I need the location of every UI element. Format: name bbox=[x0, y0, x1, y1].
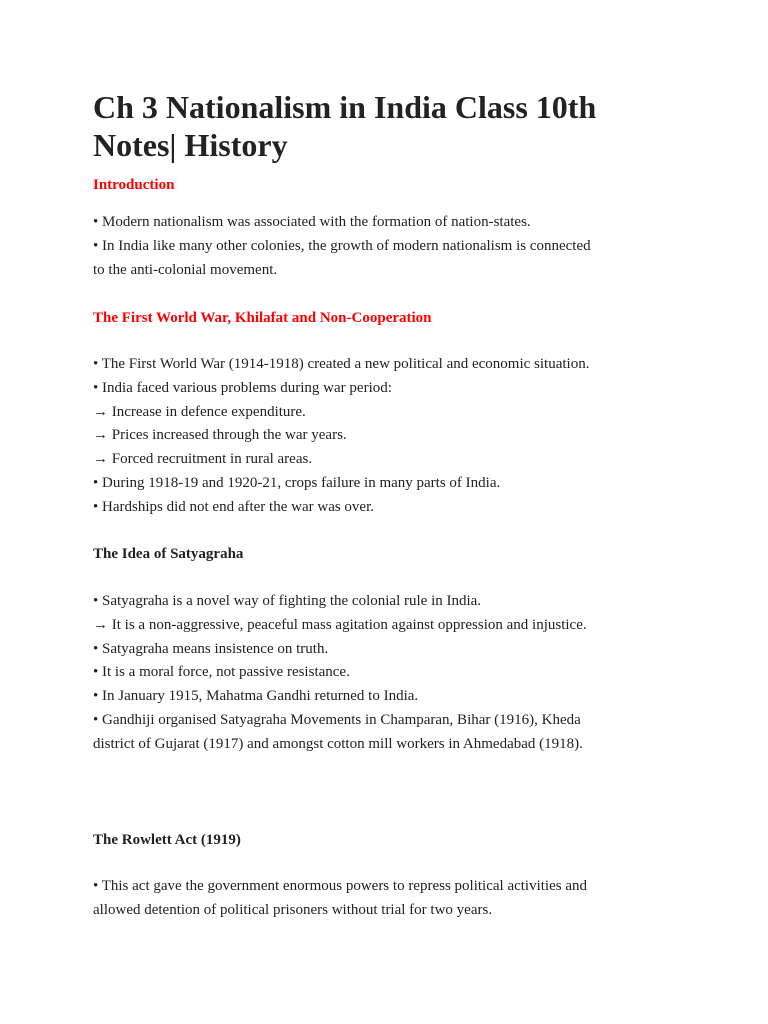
body-line: district of Gujarat (1917) and amongst cotton mill workers in Ahmedabad (1918). bbox=[93, 735, 583, 752]
page-title-line-2: Notes| History bbox=[93, 127, 288, 163]
body-line: • Satyagraha means insistence on truth. bbox=[93, 640, 329, 657]
body-line: • Gandhiji organised Satyagraha Movements in Champaran, Bihar (1916), Kheda bbox=[93, 711, 581, 728]
section-satyagraha-body bbox=[93, 590, 693, 757]
body-line: → Forced recruitment in rural areas. bbox=[93, 451, 313, 468]
section-rowlett-act bbox=[93, 830, 693, 850]
body-line: • India faced various problems during war period: bbox=[93, 379, 392, 396]
section-heading: The Idea of Satyagraha bbox=[93, 546, 244, 562]
section-heading: The Rowlett Act (1919) bbox=[93, 832, 241, 848]
section-satyagraha bbox=[93, 544, 693, 564]
section-first-world-war-body bbox=[93, 353, 693, 520]
body-line: • In January 1915, Mahatma Gandhi returned to India. bbox=[93, 688, 419, 705]
body-line: • Satyagraha is a novel way of fighting the colonial rule in India. bbox=[93, 593, 482, 609]
body-line: → Increase in defence expenditure. bbox=[93, 403, 306, 420]
body-line: → Prices increased through the war years. bbox=[93, 427, 347, 444]
section-introduction-body bbox=[93, 211, 693, 282]
body-line: to the anti-colonial movement. bbox=[93, 261, 278, 278]
body-line: • In India like many other colonies, the growth of modern nationalism is connected bbox=[93, 237, 591, 254]
section-heading: Introduction bbox=[93, 177, 175, 193]
body-line: • Modern nationalism was associated with the formation of nation-states. bbox=[93, 214, 531, 230]
body-line: • This act gave the government enormous powers to repress political activities and bbox=[93, 878, 588, 894]
section-first-world-war bbox=[93, 308, 693, 328]
body-line: • The First World War (1914-1918) created a new political and economic situation. bbox=[93, 356, 590, 372]
body-line: → It is a non-aggressive, peaceful mass agitation against oppression and injustice. bbox=[93, 616, 587, 633]
body-line: • It is a moral force, not passive resistance. bbox=[93, 664, 350, 681]
body-line: • During 1918-19 and 1920-21, crops failure in many parts of India. bbox=[93, 474, 501, 491]
page-title bbox=[93, 88, 693, 164]
section-rowlett-act-body bbox=[93, 875, 693, 923]
section-heading: The First World War, Khilafat and Non-Cooperation bbox=[93, 310, 432, 326]
body-line: • Hardships did not end after the war was over. bbox=[93, 498, 375, 515]
page-title-line-1: Ch 3 Nationalism in India Class 10th bbox=[93, 89, 597, 125]
section-introduction bbox=[93, 175, 693, 195]
body-line: allowed detention of political prisoners without trial for two years. bbox=[93, 901, 493, 918]
